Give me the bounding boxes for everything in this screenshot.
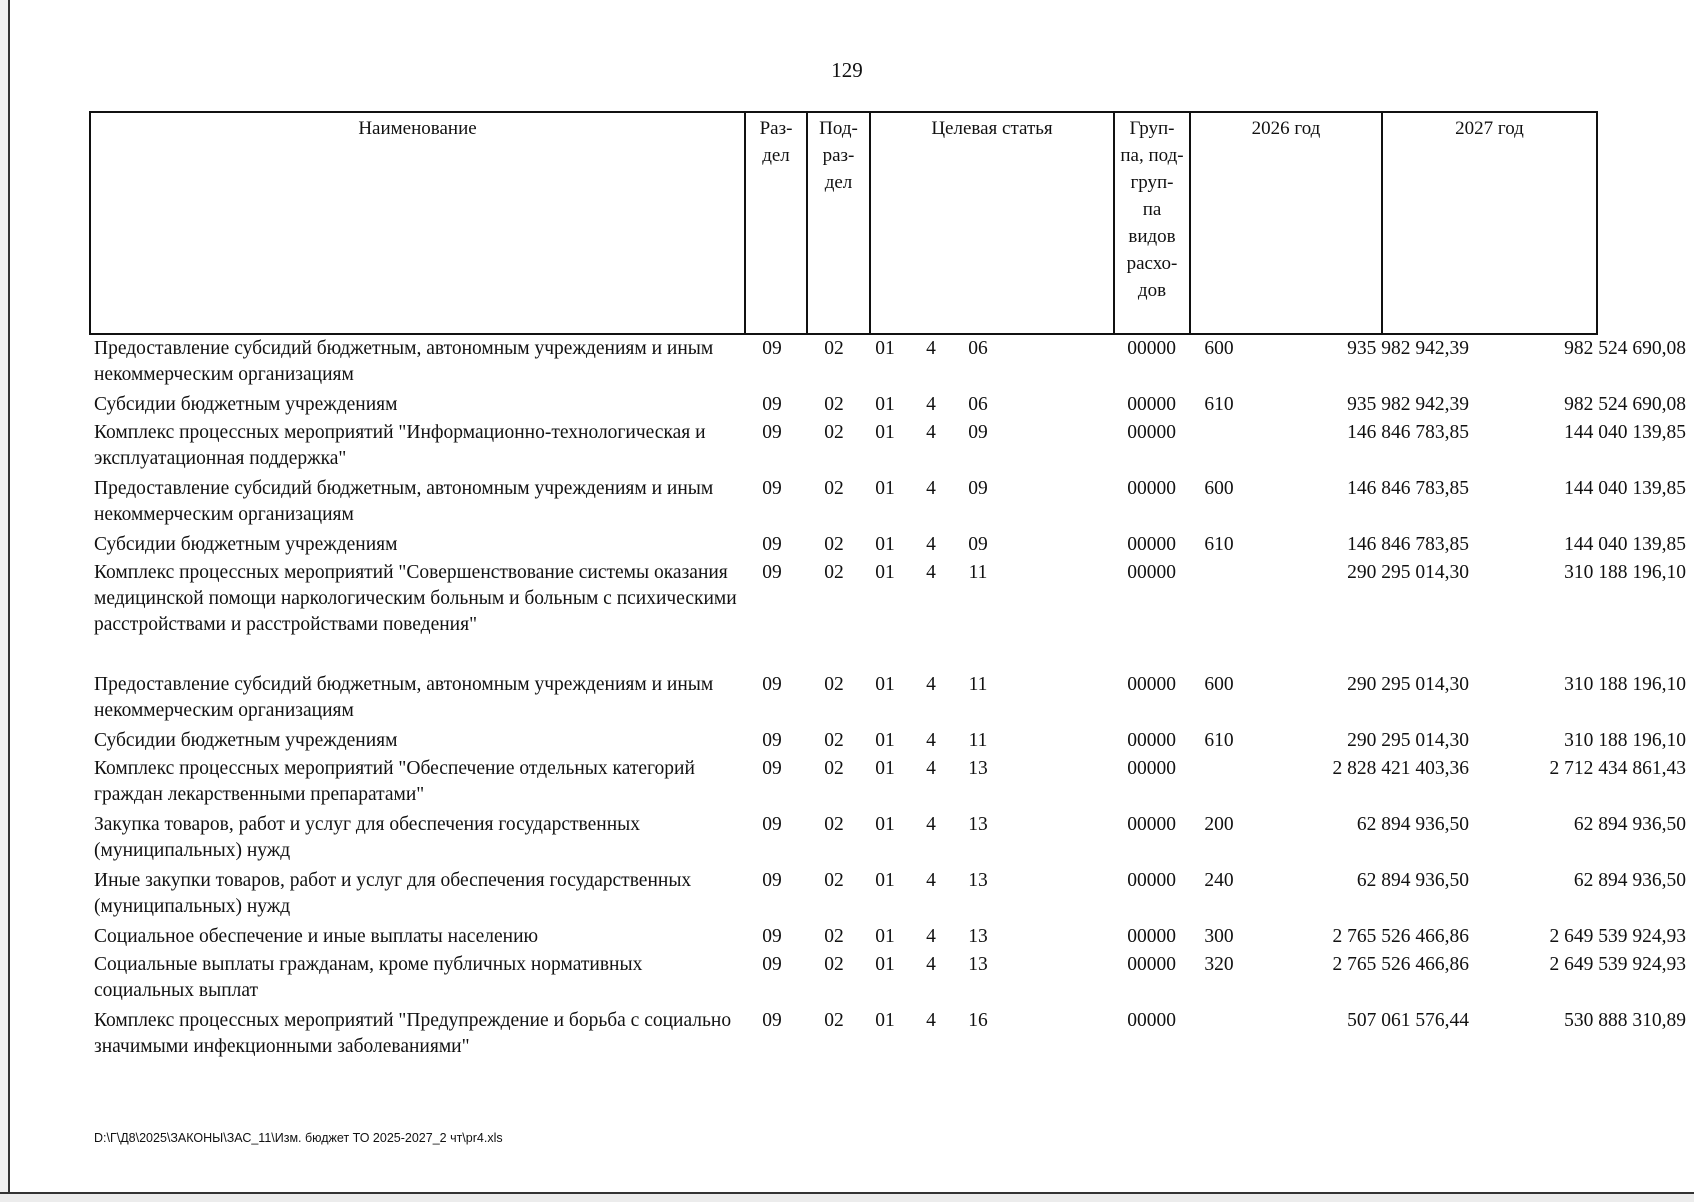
cell-razdel: 09 xyxy=(762,814,782,835)
cell-2026: 2 828 421 403,36 xyxy=(1332,758,1469,779)
cell-target-4: 00000 xyxy=(1127,534,1176,555)
cell-podrazdel: 02 xyxy=(824,394,844,415)
cell-target-2: 4 xyxy=(926,422,936,443)
cell-razdel: 09 xyxy=(762,1010,782,1031)
cell-target-1: 01 xyxy=(875,1010,895,1031)
scan-edge-left xyxy=(0,0,10,1200)
cell-name: Социальные выплаты гражданам, кроме публичных нормативных социальных выплат xyxy=(94,954,643,1001)
cell-target-2: 4 xyxy=(926,674,936,695)
cell-name: Социальное обеспечение и иные выплаты населению xyxy=(94,926,539,947)
cell-target-4: 00000 xyxy=(1127,338,1176,359)
cell-2027: 982 524 690,08 xyxy=(1564,338,1686,359)
header-vr-line: дов xyxy=(1137,280,1167,301)
cell-name: Комплекс процессных мероприятий "Совершенствование системы оказания медицинской помощи наркологическим больным и больным с психическими расстройствами и расстройствами поведения" xyxy=(94,562,737,635)
cell-target-1: 01 xyxy=(875,730,895,751)
header-vr-line: па xyxy=(1142,199,1162,220)
cell-target-4: 00000 xyxy=(1127,758,1176,779)
table-row xyxy=(89,952,1686,1008)
cell-target-3: 13 xyxy=(968,758,988,779)
cell-vr: 610 xyxy=(1204,394,1234,415)
cell-2026: 62 894 936,50 xyxy=(1356,870,1469,891)
cell-razdel: 09 xyxy=(762,562,782,583)
header-vr-line: груп- xyxy=(1130,172,1174,193)
cell-2026: 146 846 783,85 xyxy=(1347,478,1469,499)
cell-target-3: 11 xyxy=(968,562,988,583)
cell-target-1: 01 xyxy=(875,338,895,359)
cell-razdel: 09 xyxy=(762,394,782,415)
cell-target-4: 00000 xyxy=(1127,394,1176,415)
cell-name: Предоставление субсидий бюджетным, автономным учреждениям и иным некоммерческим организациям xyxy=(94,674,714,721)
cell-target-3: 13 xyxy=(968,870,988,891)
cell-podrazdel: 02 xyxy=(824,562,844,583)
cell-podrazdel: 02 xyxy=(824,534,844,555)
cell-target-2: 4 xyxy=(926,814,936,835)
table-row xyxy=(89,560,1686,670)
cell-podrazdel: 02 xyxy=(824,954,844,975)
column-divider xyxy=(869,111,871,335)
cell-2027: 310 188 196,10 xyxy=(1564,674,1686,695)
cell-target-4: 00000 xyxy=(1127,730,1176,751)
table-row xyxy=(89,868,1686,924)
cell-target-4: 00000 xyxy=(1127,1010,1176,1031)
cell-2027: 144 040 139,85 xyxy=(1564,422,1686,443)
cell-2026: 2 765 526 466,86 xyxy=(1332,926,1469,947)
cell-2027: 530 888 310,89 xyxy=(1564,1010,1686,1031)
cell-vr: 600 xyxy=(1204,478,1234,499)
cell-podrazdel: 02 xyxy=(824,338,844,359)
cell-podrazdel: 02 xyxy=(824,870,844,891)
table-row xyxy=(89,756,1686,812)
column-divider xyxy=(1189,111,1191,335)
cell-podrazdel: 02 xyxy=(824,1010,844,1031)
cell-target-2: 4 xyxy=(926,1010,936,1031)
cell-razdel: 09 xyxy=(762,954,782,975)
cell-2027: 62 894 936,50 xyxy=(1573,870,1686,891)
cell-target-4: 00000 xyxy=(1127,674,1176,695)
cell-2026: 62 894 936,50 xyxy=(1356,814,1469,835)
cell-2027: 2 712 434 861,43 xyxy=(1549,758,1686,779)
cell-name: Комплекс процессных мероприятий "Обеспечение отдельных категорий граждан лекарственными препаратами" xyxy=(94,758,695,805)
header-target-article: Целевая статья xyxy=(931,118,1053,139)
page-number: 129 xyxy=(831,58,863,82)
header-podrazdel-line: раз- xyxy=(822,145,855,166)
cell-2027: 310 188 196,10 xyxy=(1564,730,1686,751)
cell-target-1: 01 xyxy=(875,758,895,779)
cell-podrazdel: 02 xyxy=(824,478,844,499)
cell-target-1: 01 xyxy=(875,394,895,415)
cell-target-3: 09 xyxy=(968,478,988,499)
cell-target-3: 13 xyxy=(968,814,988,835)
cell-target-2: 4 xyxy=(926,338,936,359)
cell-target-1: 01 xyxy=(875,870,895,891)
cell-razdel: 09 xyxy=(762,478,782,499)
header-vr-line: па, под- xyxy=(1120,145,1184,166)
cell-podrazdel: 02 xyxy=(824,926,844,947)
cell-name: Закупка товаров, работ и услуг для обеспечения государственных (муниципальных) нужд xyxy=(94,814,641,861)
cell-2027: 982 524 690,08 xyxy=(1564,394,1686,415)
header-year-2026: 2026 год xyxy=(1251,118,1321,139)
cell-target-3: 11 xyxy=(968,730,988,751)
cell-target-1: 01 xyxy=(875,814,895,835)
cell-2027: 2 649 539 924,93 xyxy=(1549,954,1686,975)
cell-vr: 610 xyxy=(1204,730,1234,751)
cell-target-2: 4 xyxy=(926,870,936,891)
header-vr-line: видов xyxy=(1128,226,1176,247)
cell-target-2: 4 xyxy=(926,954,936,975)
cell-target-3: 06 xyxy=(968,338,988,359)
cell-name: Предоставление субсидий бюджетным, автономным учреждениям и иным некоммерческим организациям xyxy=(94,338,714,385)
cell-razdel: 09 xyxy=(762,730,782,751)
cell-target-3: 16 xyxy=(968,1010,988,1031)
scan-edge-bottom xyxy=(0,1192,1694,1202)
cell-2027: 144 040 139,85 xyxy=(1564,478,1686,499)
cell-vr: 240 xyxy=(1204,870,1234,891)
header-vr-line: расхо- xyxy=(1126,253,1178,274)
cell-2026: 2 765 526 466,86 xyxy=(1332,954,1469,975)
cell-razdel: 09 xyxy=(762,422,782,443)
cell-target-4: 00000 xyxy=(1127,422,1176,443)
cell-vr: 600 xyxy=(1204,674,1234,695)
cell-target-3: 06 xyxy=(968,394,988,415)
cell-target-3: 09 xyxy=(968,534,988,555)
cell-target-4: 00000 xyxy=(1127,562,1176,583)
cell-podrazdel: 02 xyxy=(824,730,844,751)
cell-2026: 507 061 576,44 xyxy=(1347,1010,1469,1031)
cell-target-2: 4 xyxy=(926,562,936,583)
cell-vr: 200 xyxy=(1204,814,1234,835)
cell-target-4: 00000 xyxy=(1127,814,1176,835)
file-path-footer: D:\Г\Д8\2025\ЗАКОНЫ\ЗАС_11\Изм. бюджет ТО 2025-2027_2 чт\pr4.xls xyxy=(94,1131,503,1145)
cell-razdel: 09 xyxy=(762,674,782,695)
cell-podrazdel: 02 xyxy=(824,422,844,443)
header-vr-group xyxy=(1115,115,1189,304)
table-row xyxy=(89,336,1686,392)
cell-podrazdel: 02 xyxy=(824,814,844,835)
cell-vr: 600 xyxy=(1204,338,1234,359)
cell-name: Комплекс процессных мероприятий "Предупреждение и борьба с социально значимыми инфекционными заболеваниями" xyxy=(94,1010,732,1057)
header-razdel-line: Раз- xyxy=(759,118,793,139)
cell-name: Иные закупки товаров, работ и услуг для обеспечения государственных (муниципальных) нужд xyxy=(94,870,692,917)
cell-podrazdel: 02 xyxy=(824,758,844,779)
cell-razdel: 09 xyxy=(762,534,782,555)
cell-2026: 935 982 942,39 xyxy=(1347,338,1469,359)
cell-2026: 290 295 014,30 xyxy=(1347,674,1469,695)
cell-name: Комплекс процессных мероприятий "Информационно-технологическая и эксплуатационная поддержка" xyxy=(94,422,706,469)
table-row xyxy=(89,476,1686,532)
cell-razdel: 09 xyxy=(762,870,782,891)
cell-podrazdel: 02 xyxy=(824,674,844,695)
cell-2026: 935 982 942,39 xyxy=(1347,394,1469,415)
cell-2027: 62 894 936,50 xyxy=(1573,814,1686,835)
cell-target-1: 01 xyxy=(875,926,895,947)
header-vr-line: Груп- xyxy=(1129,118,1175,139)
header-podrazdel xyxy=(808,115,869,196)
cell-target-3: 09 xyxy=(968,422,988,443)
column-divider xyxy=(1381,111,1383,335)
cell-target-2: 4 xyxy=(926,394,936,415)
table-row xyxy=(89,672,1686,728)
cell-razdel: 09 xyxy=(762,758,782,779)
cell-target-1: 01 xyxy=(875,534,895,555)
cell-target-2: 4 xyxy=(926,534,936,555)
header-podrazdel-line: Под- xyxy=(819,118,858,139)
cell-vr: 320 xyxy=(1204,954,1234,975)
header-podrazdel-line: дел xyxy=(824,172,853,193)
header-razdel xyxy=(746,115,806,169)
cell-2026: 146 846 783,85 xyxy=(1347,422,1469,443)
cell-target-4: 00000 xyxy=(1127,954,1176,975)
cell-target-3: 13 xyxy=(968,954,988,975)
cell-2027: 2 649 539 924,93 xyxy=(1549,926,1686,947)
cell-2026: 146 846 783,85 xyxy=(1347,534,1469,555)
cell-target-2: 4 xyxy=(926,758,936,779)
cell-2026: 290 295 014,30 xyxy=(1347,730,1469,751)
header-razdel-line: дел xyxy=(762,145,790,166)
cell-target-3: 11 xyxy=(968,674,988,695)
cell-vr: 610 xyxy=(1204,534,1234,555)
cell-target-3: 13 xyxy=(968,926,988,947)
cell-target-1: 01 xyxy=(875,478,895,499)
cell-target-4: 00000 xyxy=(1127,478,1176,499)
table-header xyxy=(89,111,1598,335)
table-row xyxy=(89,812,1686,868)
cell-target-1: 01 xyxy=(875,422,895,443)
cell-name: Субсидии бюджетным учреждениям xyxy=(94,394,398,415)
cell-name: Субсидии бюджетным учреждениям xyxy=(94,534,398,555)
cell-razdel: 09 xyxy=(762,926,782,947)
cell-target-2: 4 xyxy=(926,478,936,499)
table-row xyxy=(89,1008,1686,1064)
cell-target-1: 01 xyxy=(875,674,895,695)
header-name: Наименование xyxy=(358,118,477,139)
cell-target-2: 4 xyxy=(926,926,936,947)
cell-target-1: 01 xyxy=(875,562,895,583)
cell-name: Предоставление субсидий бюджетным, автономным учреждениям и иным некоммерческим организациям xyxy=(94,478,714,525)
cell-vr: 300 xyxy=(1204,926,1234,947)
cell-target-1: 01 xyxy=(875,954,895,975)
cell-2026: 290 295 014,30 xyxy=(1347,562,1469,583)
header-year-2027: 2027 год xyxy=(1455,118,1524,139)
cell-2027: 144 040 139,85 xyxy=(1564,534,1686,555)
cell-name: Субсидии бюджетным учреждениям xyxy=(94,730,398,751)
cell-razdel: 09 xyxy=(762,338,782,359)
cell-target-4: 00000 xyxy=(1127,870,1176,891)
cell-2027: 310 188 196,10 xyxy=(1564,562,1686,583)
cell-target-4: 00000 xyxy=(1127,926,1176,947)
cell-target-2: 4 xyxy=(926,730,936,751)
table-row xyxy=(89,420,1686,476)
